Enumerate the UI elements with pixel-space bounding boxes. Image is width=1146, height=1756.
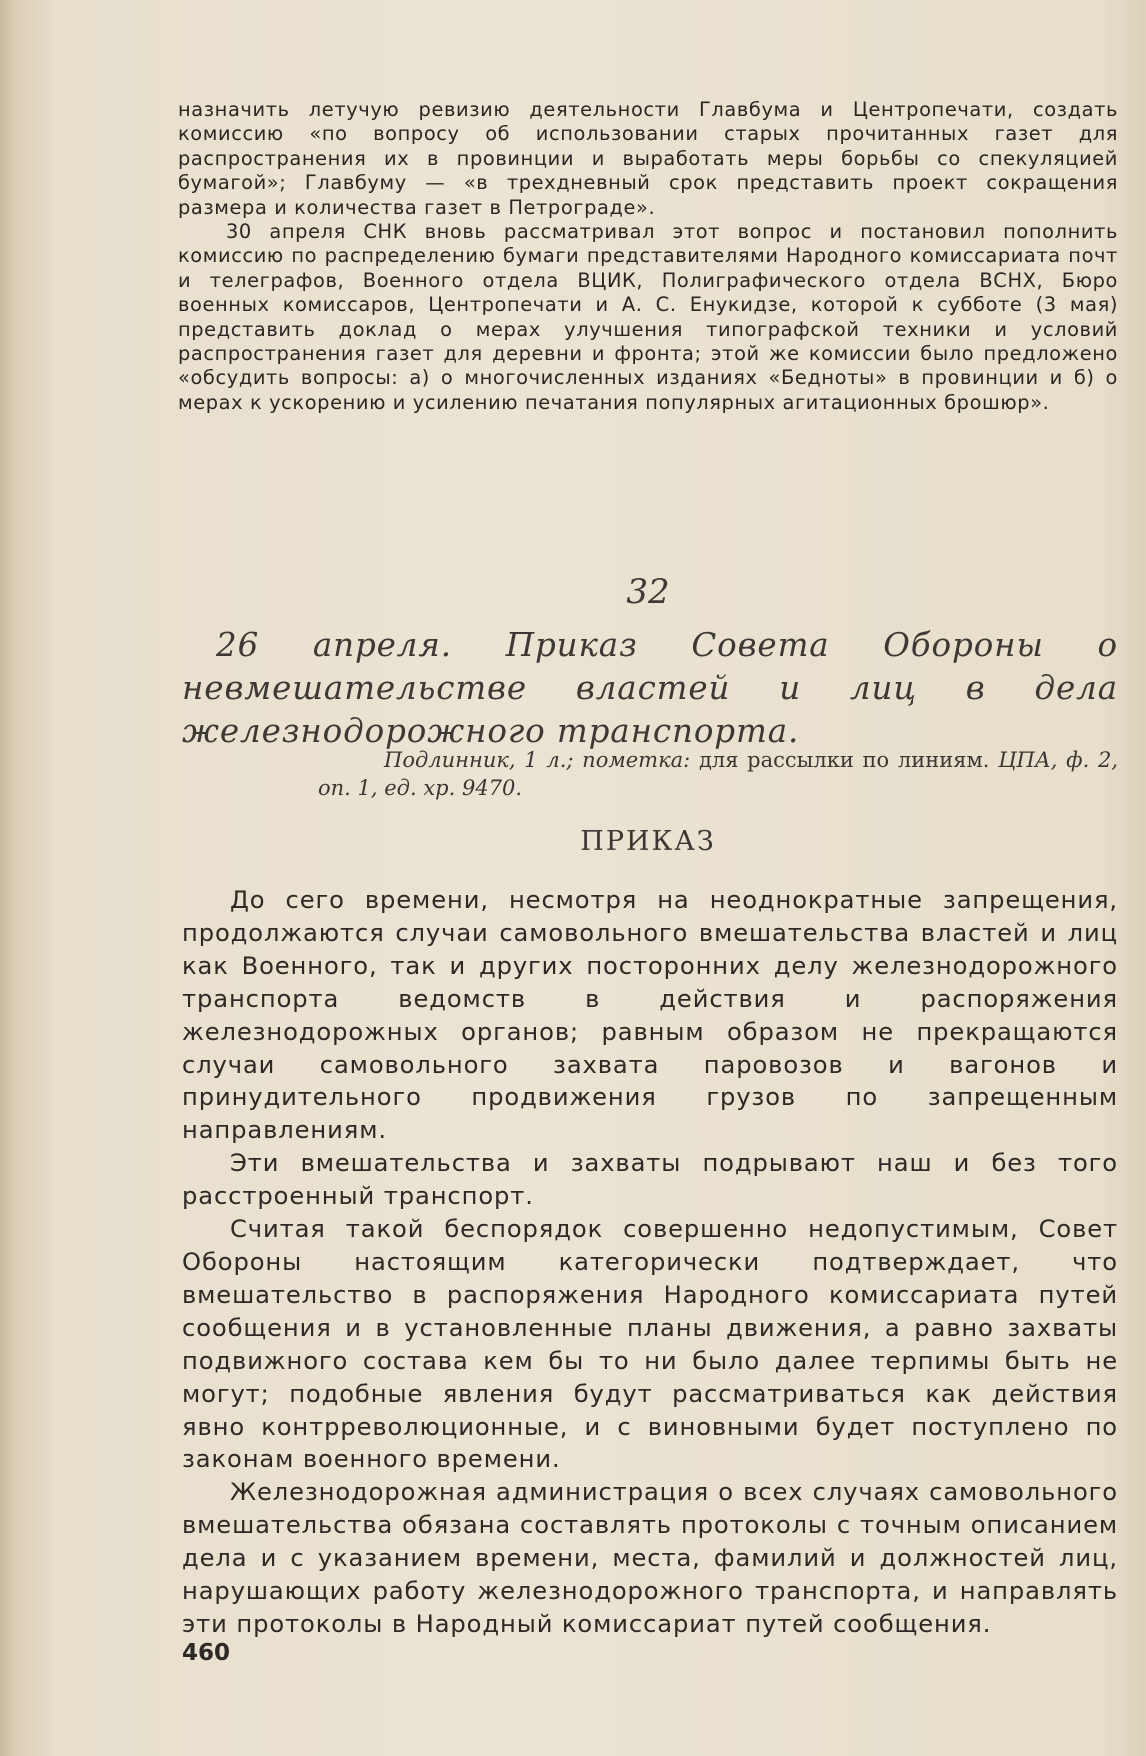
order-paragraph-1: До сего времени, несмотря на неоднократные запрещения, продолжаются случаи самовольного вмешательства властей и лиц как Военного, так и других посторонних делу железнодорожного транспорта ведомств в действия и распоряжения железнодорожных органов; равным образом не прекращаются случаи самовольного захвата паровозов и вагонов и принудительного продвижения грузов по запрещенным направлениям. xyxy=(182,886,1118,1145)
document-title xyxy=(182,624,1118,753)
document-number: 32 xyxy=(626,572,670,612)
page-number: 460 xyxy=(182,1640,231,1666)
book-gutter xyxy=(0,0,14,1756)
archival-source xyxy=(318,746,1118,802)
continuation-text xyxy=(178,98,1118,415)
continuation-paragraph-2: 30 апреля СНК вновь рассматривал этот вопрос и постановил пополнить комиссию по распределению бумаги представителями Народного комиссариата почт и телеграфов, Военного отдела ВЦИК, Полиграфического отдела ВСНХ, Бюро военных комиссаров, Центропечати и А. С. Енукидзе, которой к субботе (3 мая) представить доклад о мерах улучшения типографской техники и условий распространения газет для деревни и фронта; этой же комиссии было предложено «обсудить вопросы: а) о многочисленных изданиях «Бедноты» в провинции и б) о мерах к ускорению и усилению печатания популярных агитационных брошюр». xyxy=(178,220,1118,414)
source-part-2: для рассылки по линиям. xyxy=(698,748,990,772)
order-paragraph-2: Эти вмешательства и захваты подрывают наш и без того расстроенный транспорт. xyxy=(182,1149,1118,1211)
source-part-1: Подлинник, 1 л.; пометка: xyxy=(384,748,691,772)
source-part-3: ЦПА, ф. 2, оп. 1, ед. хр. 9470. xyxy=(318,748,1118,800)
order-body xyxy=(182,884,1118,1641)
document-title-text: 26 апреля. Приказ Совета Обороны о невмешательстве властей и лиц в дела железнодорожного транспорта. xyxy=(182,626,1118,750)
order-paragraph-4: Железнодорожная администрация о всех случаях самовольного вмешательства обязана составлять протоколы с точным описанием дела и с указанием времени, места, фамилий и должностей лиц, нарушающих работу железнодорожного транспорта, и направлять эти протоколы в Народный комиссариат путей сообщения. xyxy=(182,1478,1118,1638)
order-heading: ПРИКАЗ xyxy=(580,826,716,857)
order-paragraph-3: Считая такой беспорядок совершенно недопустимым, Совет Обороны настоящим категорически подтверждает, что вмешательство в распоряжения Народного комиссариата путей сообщения и в установленные планы движения, а равно захваты подвижного состава кем бы то ни было далее терпимы быть не могут; подобные явления будут рассматриваться как действия явно контрреволюционные, и с виновными будет поступлено по законам военного времени. xyxy=(182,1215,1118,1474)
continuation-paragraph-1: назначить летучую ревизию деятельности Главбума и Центропечати, создать комиссию «по вопросу об использовании старых прочитанных газет для распространения их в провинции и выработать меры борьбы со спекуляцией бумагой»; Главбуму — «в трехдневный срок представить проект сокращения размера и количества газет в Петрограде». xyxy=(178,98,1118,219)
